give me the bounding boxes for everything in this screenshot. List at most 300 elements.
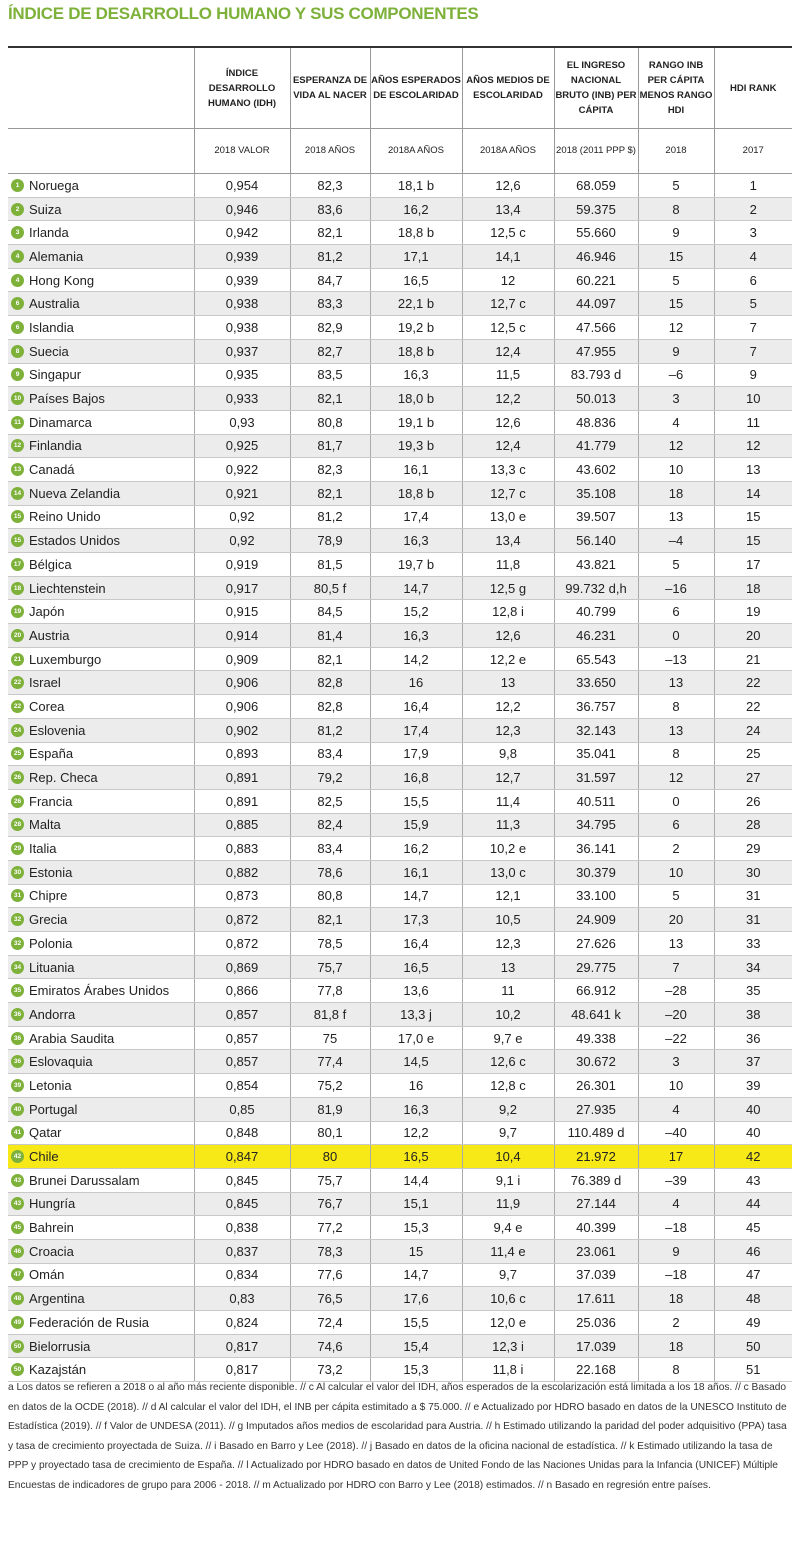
table-row <box>8 884 792 908</box>
idh-cell: 0,906 <box>194 695 290 719</box>
table-row <box>8 624 792 648</box>
idh-cell: 0,917 <box>194 576 290 600</box>
table-row <box>8 576 792 600</box>
mean-cell: 13,3 c <box>462 458 554 482</box>
table-row <box>8 1026 792 1050</box>
diff-cell: –18 <box>638 1263 714 1287</box>
gni-cell: 29.775 <box>554 955 638 979</box>
rank-badge: 43 <box>11 1174 24 1187</box>
column-header <box>8 48 194 129</box>
table-row <box>8 197 792 221</box>
rank2017-cell: 2 <box>714 197 792 221</box>
country-name: Finlandia <box>29 438 82 454</box>
column-subheader: 2018 AÑOS <box>290 129 370 174</box>
rank2017-cell: 31 <box>714 884 792 908</box>
country-name: Emiratos Árabes Unidos <box>29 983 170 999</box>
mean-cell: 14,1 <box>462 245 554 269</box>
life-cell: 82,7 <box>290 339 370 363</box>
rank2017-cell: 10 <box>714 387 792 411</box>
diff-cell: 0 <box>638 624 714 648</box>
diff-cell: 10 <box>638 1074 714 1098</box>
diff-cell: –4 <box>638 529 714 553</box>
rank-badge: 45 <box>11 1221 24 1234</box>
diff-cell: 8 <box>638 742 714 766</box>
mean-cell: 12,2 <box>462 695 554 719</box>
expected-cell: 16,3 <box>370 363 462 387</box>
gni-cell: 35.108 <box>554 481 638 505</box>
gni-cell: 41.779 <box>554 434 638 458</box>
diff-cell: 6 <box>638 813 714 837</box>
country-cell <box>8 1050 194 1074</box>
rank2017-cell: 36 <box>714 1026 792 1050</box>
idh-cell: 0,937 <box>194 339 290 363</box>
gni-cell: 24.909 <box>554 908 638 932</box>
table-row <box>8 908 792 932</box>
rank2017-cell: 48 <box>714 1287 792 1311</box>
idh-cell: 0,866 <box>194 979 290 1003</box>
expected-cell: 17,9 <box>370 742 462 766</box>
idh-cell: 0,837 <box>194 1239 290 1263</box>
country-cell <box>8 292 194 316</box>
rank-badge: 30 <box>11 866 24 879</box>
mean-cell: 12,6 <box>462 410 554 434</box>
country-cell <box>8 576 194 600</box>
idh-cell: 0,848 <box>194 1121 290 1145</box>
gni-cell: 21.972 <box>554 1145 638 1169</box>
mean-cell: 11,8 i <box>462 1358 554 1382</box>
table-row <box>8 1192 792 1216</box>
country-cell <box>8 624 194 648</box>
rank2017-cell: 6 <box>714 268 792 292</box>
diff-cell: –40 <box>638 1121 714 1145</box>
expected-cell: 16,4 <box>370 932 462 956</box>
expected-cell: 17,6 <box>370 1287 462 1311</box>
expected-cell: 15,2 <box>370 600 462 624</box>
country-cell <box>8 884 194 908</box>
table-row <box>8 1097 792 1121</box>
expected-cell: 15,4 <box>370 1334 462 1358</box>
rank-badge: 21 <box>11 653 24 666</box>
country-name: Grecia <box>29 912 68 928</box>
idh-cell: 0,824 <box>194 1311 290 1335</box>
country-name: España <box>29 746 74 762</box>
table-subheader-row <box>8 129 792 174</box>
diff-cell: 13 <box>638 505 714 529</box>
country-name: Bélgica <box>29 556 72 572</box>
gni-cell: 35.041 <box>554 742 638 766</box>
country-name: Chipre <box>29 888 68 904</box>
rank2017-cell: 22 <box>714 695 792 719</box>
expected-cell: 16 <box>370 1074 462 1098</box>
table-body <box>8 174 792 1382</box>
expected-cell: 17,4 <box>370 718 462 742</box>
rank-badge: 25 <box>11 747 24 760</box>
idh-cell: 0,817 <box>194 1334 290 1358</box>
life-cell: 81,4 <box>290 624 370 648</box>
diff-cell: –18 <box>638 1216 714 1240</box>
mean-cell: 11,4 <box>462 789 554 813</box>
country-cell <box>8 1097 194 1121</box>
country-name: Corea <box>29 698 65 714</box>
rank2017-cell: 1 <box>714 174 792 198</box>
life-cell: 82,1 <box>290 387 370 411</box>
diff-cell: –13 <box>638 647 714 671</box>
idh-cell: 0,85 <box>194 1097 290 1121</box>
country-name: Andorra <box>29 1006 76 1022</box>
table-row <box>8 1121 792 1145</box>
country-cell <box>8 1026 194 1050</box>
mean-cell: 9,7 <box>462 1121 554 1145</box>
rank2017-cell: 25 <box>714 742 792 766</box>
diff-cell: –6 <box>638 363 714 387</box>
rank2017-cell: 49 <box>714 1311 792 1335</box>
idh-cell: 0,942 <box>194 221 290 245</box>
idh-cell: 0,946 <box>194 197 290 221</box>
life-cell: 75,7 <box>290 1168 370 1192</box>
expected-cell: 17,4 <box>370 505 462 529</box>
expected-cell: 18,8 b <box>370 339 462 363</box>
country-cell <box>8 339 194 363</box>
mean-cell: 10,2 <box>462 1003 554 1027</box>
rank-badge: 6 <box>11 321 24 334</box>
idh-cell: 0,954 <box>194 174 290 198</box>
country-name: Hungría <box>29 1196 76 1212</box>
table-row <box>8 1050 792 1074</box>
expected-cell: 14,7 <box>370 576 462 600</box>
expected-cell: 16,5 <box>370 955 462 979</box>
mean-cell: 12,6 <box>462 174 554 198</box>
diff-cell: 2 <box>638 1311 714 1335</box>
life-cell: 78,3 <box>290 1239 370 1263</box>
expected-cell: 12,2 <box>370 1121 462 1145</box>
rank2017-cell: 50 <box>714 1334 792 1358</box>
expected-cell: 15,3 <box>370 1216 462 1240</box>
mean-cell: 12,0 e <box>462 1311 554 1335</box>
mean-cell: 9,4 e <box>462 1216 554 1240</box>
expected-cell: 17,3 <box>370 908 462 932</box>
country-name: Japón <box>29 604 65 620</box>
gni-cell: 30.672 <box>554 1050 638 1074</box>
country-cell <box>8 671 194 695</box>
table-row <box>8 1074 792 1098</box>
life-cell: 83,5 <box>290 363 370 387</box>
expected-cell: 15,3 <box>370 1358 462 1382</box>
mean-cell: 11,8 <box>462 553 554 577</box>
rank2017-cell: 38 <box>714 1003 792 1027</box>
column-header: ÍNDICE DESARROLLO HUMANO (IDH) <box>194 48 290 129</box>
diff-cell: 9 <box>638 339 714 363</box>
country-cell <box>8 268 194 292</box>
country-cell <box>8 979 194 1003</box>
idh-cell: 0,845 <box>194 1168 290 1192</box>
idh-cell: 0,906 <box>194 671 290 695</box>
diff-cell: –39 <box>638 1168 714 1192</box>
rank-badge: 46 <box>11 1245 24 1258</box>
rank2017-cell: 11 <box>714 410 792 434</box>
gni-cell: 30.379 <box>554 860 638 884</box>
table-row <box>8 718 792 742</box>
rank2017-cell: 7 <box>714 316 792 340</box>
gni-cell: 47.955 <box>554 339 638 363</box>
rank-badge: 20 <box>11 629 24 642</box>
mean-cell: 12 <box>462 268 554 292</box>
diff-cell: 12 <box>638 766 714 790</box>
country-name: Estonia <box>29 864 73 880</box>
idh-cell: 0,847 <box>194 1145 290 1169</box>
gni-cell: 65.543 <box>554 647 638 671</box>
rank2017-cell: 19 <box>714 600 792 624</box>
table-row <box>8 932 792 956</box>
rank-badge: 4 <box>11 250 24 263</box>
life-cell: 79,2 <box>290 766 370 790</box>
mean-cell: 12,3 <box>462 932 554 956</box>
rank2017-cell: 7 <box>714 339 792 363</box>
rank2017-cell: 43 <box>714 1168 792 1192</box>
idh-cell: 0,883 <box>194 837 290 861</box>
idh-cell: 0,83 <box>194 1287 290 1311</box>
table-row <box>8 1263 792 1287</box>
idh-cell: 0,857 <box>194 1026 290 1050</box>
rank2017-cell: 12 <box>714 434 792 458</box>
country-name: Arabia Saudita <box>29 1030 115 1046</box>
rank-badge: 24 <box>11 724 24 737</box>
rank2017-cell: 44 <box>714 1192 792 1216</box>
gni-cell: 39.507 <box>554 505 638 529</box>
diff-cell: 4 <box>638 1192 714 1216</box>
country-name: Bielorrusia <box>29 1338 91 1354</box>
rank-badge: 9 <box>11 368 24 381</box>
column-subheader <box>8 129 194 174</box>
idh-cell: 0,817 <box>194 1358 290 1382</box>
diff-cell: 15 <box>638 245 714 269</box>
life-cell: 76,5 <box>290 1287 370 1311</box>
gni-cell: 48.641 k <box>554 1003 638 1027</box>
diff-cell: 4 <box>638 410 714 434</box>
expected-cell: 16,1 <box>370 860 462 884</box>
expected-cell: 16,4 <box>370 695 462 719</box>
country-name: Malta <box>29 817 61 833</box>
table-row <box>8 316 792 340</box>
rank2017-cell: 24 <box>714 718 792 742</box>
gni-cell: 99.732 d,h <box>554 576 638 600</box>
rank-badge: 50 <box>11 1340 24 1353</box>
table-row <box>8 245 792 269</box>
life-cell: 76,7 <box>290 1192 370 1216</box>
expected-cell: 16,3 <box>370 1097 462 1121</box>
mean-cell: 9,1 i <box>462 1168 554 1192</box>
mean-cell: 11,9 <box>462 1192 554 1216</box>
life-cell: 75 <box>290 1026 370 1050</box>
country-name: Lituania <box>29 959 75 975</box>
life-cell: 82,9 <box>290 316 370 340</box>
rank2017-cell: 4 <box>714 245 792 269</box>
rank-badge: 35 <box>11 984 24 997</box>
rank2017-cell: 14 <box>714 481 792 505</box>
rank2017-cell: 45 <box>714 1216 792 1240</box>
life-cell: 84,7 <box>290 268 370 292</box>
expected-cell: 17,1 <box>370 245 462 269</box>
rank2017-cell: 31 <box>714 908 792 932</box>
table-row <box>8 813 792 837</box>
life-cell: 82,5 <box>290 789 370 813</box>
country-name: Estados Unidos <box>29 533 121 549</box>
country-cell <box>8 245 194 269</box>
idh-cell: 0,919 <box>194 553 290 577</box>
country-name: Bahrein <box>29 1220 74 1236</box>
idh-cell: 0,93 <box>194 410 290 434</box>
gni-cell: 23.061 <box>554 1239 638 1263</box>
rank-badge: 13 <box>11 463 24 476</box>
country-cell <box>8 410 194 434</box>
rank-badge: 50 <box>11 1363 24 1376</box>
expected-cell: 15,1 <box>370 1192 462 1216</box>
expected-cell: 15,5 <box>370 1311 462 1335</box>
table-row <box>8 647 792 671</box>
gni-cell: 46.946 <box>554 245 638 269</box>
column-header: RANGO INB PER CÁPITA MENOS RANGO HDI <box>638 48 714 129</box>
life-cell: 75,2 <box>290 1074 370 1098</box>
life-cell: 82,8 <box>290 671 370 695</box>
rank-badge: 15 <box>11 534 24 547</box>
country-name: Islandia <box>29 319 74 335</box>
gni-cell: 36.757 <box>554 695 638 719</box>
gni-cell: 25.036 <box>554 1311 638 1335</box>
life-cell: 83,4 <box>290 837 370 861</box>
column-subheader: 2018 <box>638 129 714 174</box>
country-name: Irlanda <box>29 225 69 241</box>
idh-cell: 0,885 <box>194 813 290 837</box>
mean-cell: 11,5 <box>462 363 554 387</box>
rank-badge: 1 <box>11 179 24 192</box>
life-cell: 82,1 <box>290 481 370 505</box>
rank-badge: 11 <box>11 416 24 429</box>
life-cell: 83,6 <box>290 197 370 221</box>
life-cell: 80,8 <box>290 410 370 434</box>
table-row <box>8 955 792 979</box>
country-name: Qatar <box>29 1125 62 1141</box>
expected-cell: 16,8 <box>370 766 462 790</box>
life-cell: 77,8 <box>290 979 370 1003</box>
table-row <box>8 1003 792 1027</box>
rank2017-cell: 13 <box>714 458 792 482</box>
country-name: Italia <box>29 841 57 857</box>
mean-cell: 12,2 <box>462 387 554 411</box>
country-cell <box>8 481 194 505</box>
country-cell <box>8 789 194 813</box>
expected-cell: 18,8 b <box>370 221 462 245</box>
gni-cell: 55.660 <box>554 221 638 245</box>
country-name: Argentina <box>29 1291 85 1307</box>
gni-cell: 40.399 <box>554 1216 638 1240</box>
gni-cell: 43.602 <box>554 458 638 482</box>
idh-cell: 0,938 <box>194 292 290 316</box>
diff-cell: 7 <box>638 955 714 979</box>
gni-cell: 27.144 <box>554 1192 638 1216</box>
table-row <box>8 1287 792 1311</box>
table-row <box>8 174 792 198</box>
rank-badge: 28 <box>11 818 24 831</box>
table-row <box>8 481 792 505</box>
hdi-table <box>8 48 792 1382</box>
mean-cell: 12,5 c <box>462 221 554 245</box>
life-cell: 77,2 <box>290 1216 370 1240</box>
country-cell <box>8 742 194 766</box>
column-subheader: 2018A AÑOS <box>462 129 554 174</box>
country-name: Liechtenstein <box>29 580 106 596</box>
idh-cell: 0,914 <box>194 624 290 648</box>
idh-cell: 0,857 <box>194 1003 290 1027</box>
mean-cell: 11,4 e <box>462 1239 554 1263</box>
mean-cell: 12,7 <box>462 766 554 790</box>
mean-cell: 12,7 c <box>462 292 554 316</box>
country-cell <box>8 1263 194 1287</box>
rank-badge: 3 <box>11 226 24 239</box>
country-name: Chile <box>29 1149 59 1165</box>
mean-cell: 12,4 <box>462 434 554 458</box>
table-row <box>8 1334 792 1358</box>
country-name: Hong Kong <box>29 272 95 288</box>
country-cell <box>8 1145 194 1169</box>
diff-cell: 0 <box>638 789 714 813</box>
expected-cell: 16,5 <box>370 268 462 292</box>
gni-cell: 44.097 <box>554 292 638 316</box>
diff-cell: 20 <box>638 908 714 932</box>
rank2017-cell: 47 <box>714 1263 792 1287</box>
country-cell <box>8 434 194 458</box>
expected-cell: 17,0 e <box>370 1026 462 1050</box>
diff-cell: 9 <box>638 221 714 245</box>
gni-cell: 17.611 <box>554 1287 638 1311</box>
diff-cell: 5 <box>638 553 714 577</box>
country-name: Israel <box>29 675 61 691</box>
gni-cell: 56.140 <box>554 529 638 553</box>
idh-cell: 0,872 <box>194 908 290 932</box>
expected-cell: 16,2 <box>370 197 462 221</box>
rank-badge: 22 <box>11 676 24 689</box>
table-row <box>8 553 792 577</box>
life-cell: 77,4 <box>290 1050 370 1074</box>
expected-cell: 14,2 <box>370 647 462 671</box>
expected-cell: 18,0 b <box>370 387 462 411</box>
country-cell <box>8 647 194 671</box>
gni-cell: 43.821 <box>554 553 638 577</box>
rank-badge: 36 <box>11 1055 24 1068</box>
gni-cell: 66.912 <box>554 979 638 1003</box>
country-name: Polonia <box>29 935 73 951</box>
table-row <box>8 434 792 458</box>
mean-cell: 12,6 <box>462 624 554 648</box>
column-subheader: 2018 (2011 PPP $) <box>554 129 638 174</box>
expected-cell: 16,3 <box>370 624 462 648</box>
country-name: Singapur <box>29 367 82 383</box>
life-cell: 81,2 <box>290 245 370 269</box>
table-row <box>8 671 792 695</box>
rank2017-cell: 34 <box>714 955 792 979</box>
expected-cell: 13,3 j <box>370 1003 462 1027</box>
country-name: Francia <box>29 793 73 809</box>
rank-badge: 10 <box>11 392 24 405</box>
gni-cell: 36.141 <box>554 837 638 861</box>
country-name: Reino Unido <box>29 509 101 525</box>
expected-cell: 16,5 <box>370 1145 462 1169</box>
expected-cell: 18,1 b <box>370 174 462 198</box>
expected-cell: 16,1 <box>370 458 462 482</box>
idh-cell: 0,891 <box>194 766 290 790</box>
country-name: Suecia <box>29 343 69 359</box>
life-cell: 80,1 <box>290 1121 370 1145</box>
mean-cell: 12,3 i <box>462 1334 554 1358</box>
table-row <box>8 458 792 482</box>
